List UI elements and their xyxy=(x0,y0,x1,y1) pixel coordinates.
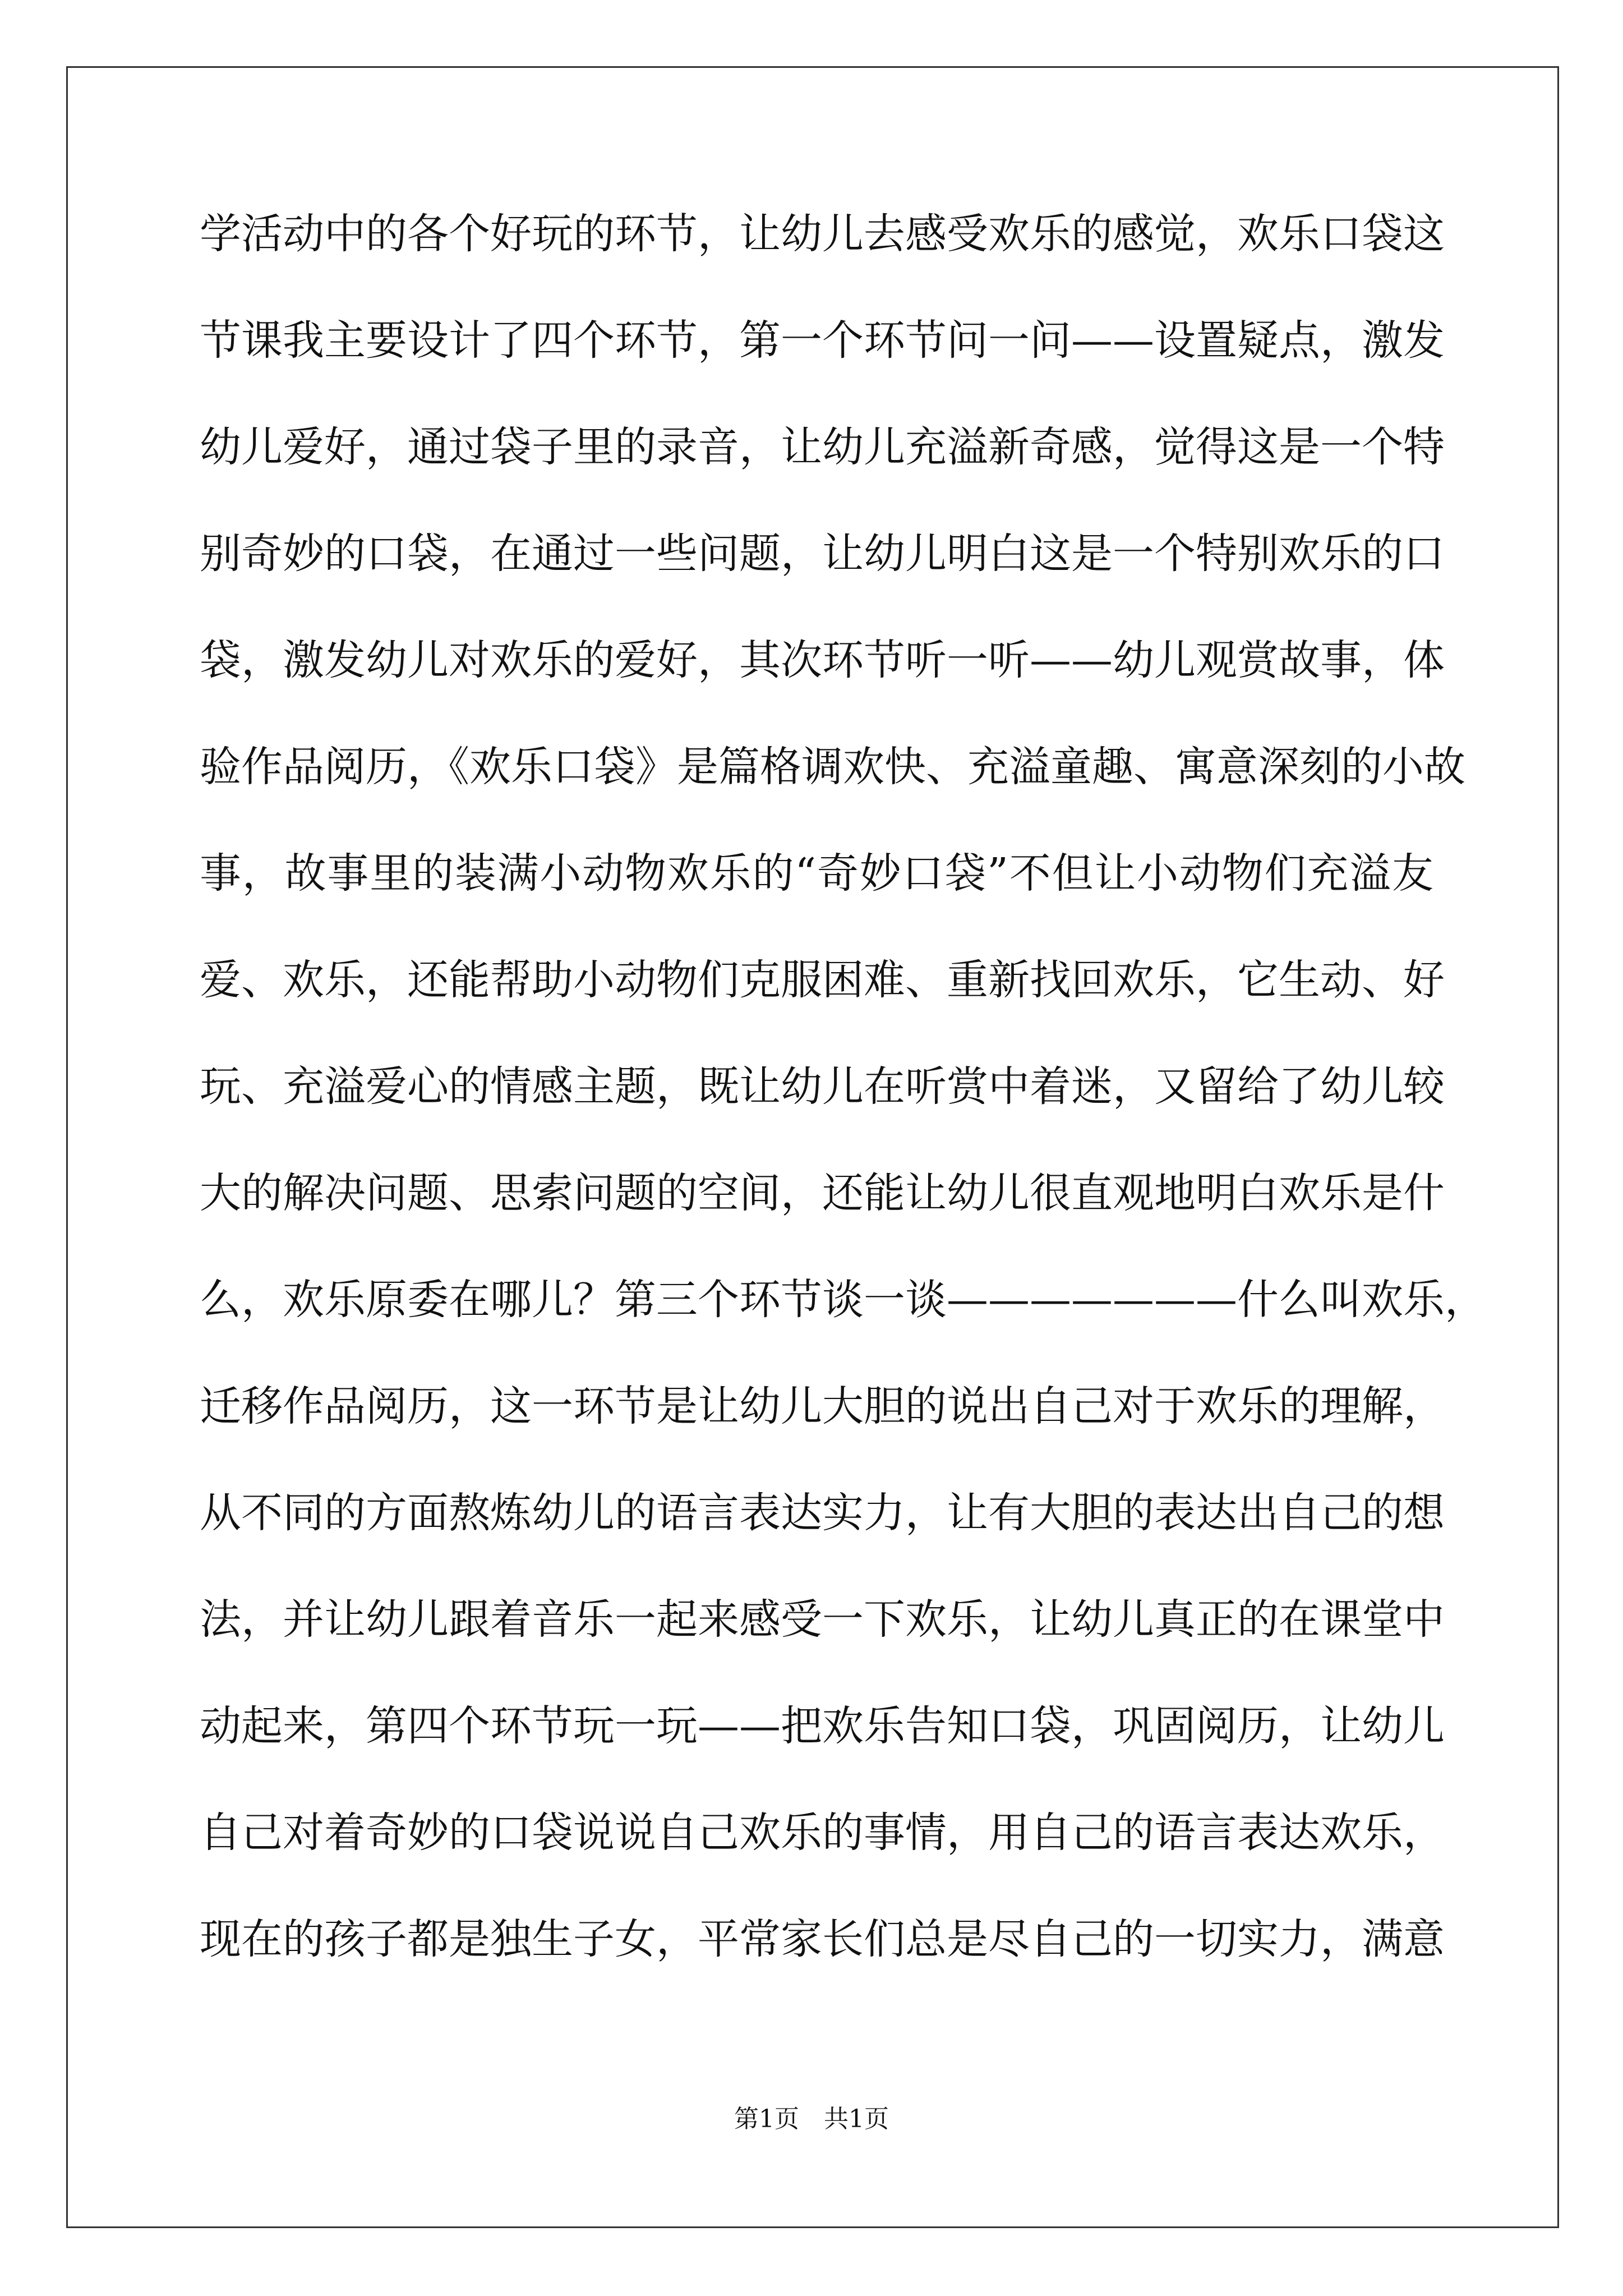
page-footer xyxy=(0,2102,1623,2136)
text-line: 么，欢乐原委在哪儿？第三个环节谈一谈———————什么叫欢乐， xyxy=(200,1276,1486,1324)
text-line: 验作品阅历，《欢乐口袋》是篇格调欢快、充溢童趣、寓意深刻的小故 xyxy=(200,743,1465,791)
text-line: 迁移作品阅历，这一环节是让幼儿大胆的说出自己对于欢乐的理解， xyxy=(200,1382,1445,1430)
text-line: 从不同的方面熬炼幼儿的语言表达实力，让有大胆的表达出自己的想 xyxy=(200,1489,1445,1537)
text-line: 法，并让幼儿跟着音乐一起来感受一下欢乐，让幼儿真正的在课堂中 xyxy=(200,1595,1445,1644)
text-line: 幼儿爱好，通过袋子里的录音，让幼儿充溢新奇感，觉得这是一个特 xyxy=(200,423,1445,471)
text-line: 动起来，第四个环节玩一玩——把欢乐告知口袋，巩固阅历，让幼儿 xyxy=(200,1702,1445,1750)
text-line: 事，故事里的装满小动物欢乐的“奇妙口袋”不但让小动物们充溢友 xyxy=(200,849,1433,898)
text-line: 玩、充溢爱心的情感主题，既让幼儿在听赏中着迷，又留给了幼儿较 xyxy=(200,1062,1445,1111)
text-line: 现在的孩子都是独生子女，平常家长们总是尽自己的一切实力，满意 xyxy=(200,1915,1445,1963)
document-body xyxy=(200,203,1486,2015)
text-line: 大的解决问题、思索问题的空间，还能让幼儿很直观地明白欢乐是什 xyxy=(200,1169,1445,1217)
page-number-total: 共1页 xyxy=(824,2105,889,2133)
text-line: 爱、欢乐，还能帮助小动物们克服困难、重新找回欢乐，它生动、好 xyxy=(200,956,1445,1004)
text-line: 袋，激发幼儿对欢乐的爱好，其次环节听一听——幼儿观赏故事，体 xyxy=(200,636,1445,684)
text-line: 自己对着奇妙的口袋说说自己欢乐的事情，用自己的语言表达欢乐， xyxy=(200,1809,1445,1857)
text-line: 学活动中的各个好玩的环节，让幼儿去感受欢乐的感觉，欢乐口袋这 xyxy=(200,210,1445,258)
text-line: 节课我主要设计了四个环节，第一个环节问一问——设置疑点，激发 xyxy=(200,316,1445,365)
page-number-current: 第1页 xyxy=(734,2105,799,2133)
text-line: 别奇妙的口袋，在通过一些问题，让幼儿明白这是一个特别欢乐的口 xyxy=(200,530,1445,578)
